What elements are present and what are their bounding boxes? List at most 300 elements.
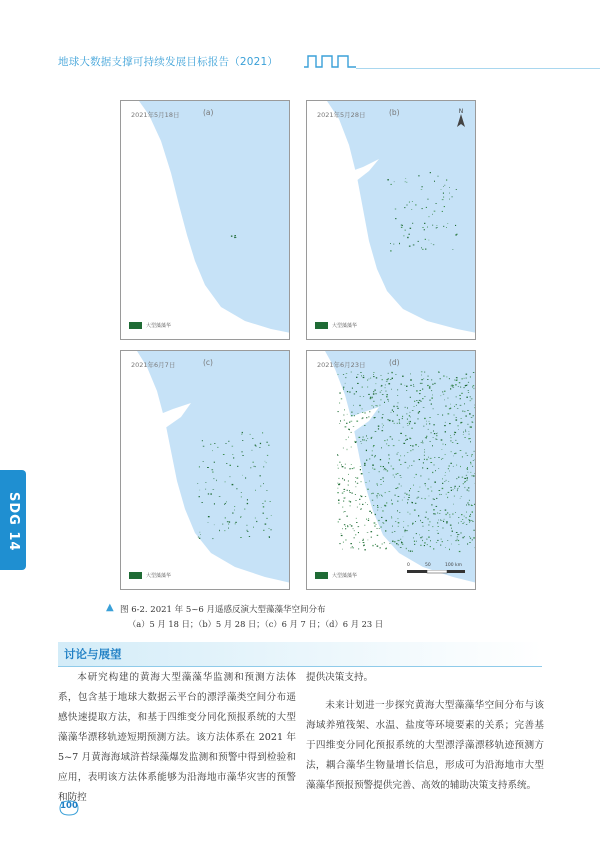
bloom-patch [444,391,445,392]
bloom-patch [441,539,442,540]
bloom-patch [366,450,367,451]
bloom-patch [407,502,408,503]
sdg-side-tab [0,470,26,570]
bloom-patch [270,530,272,531]
bloom-patch [379,548,381,549]
bloom-patch [455,453,456,454]
bloom-patch [395,209,396,210]
bloom-patch [460,398,461,399]
bloom-patch [437,433,438,434]
bloom-patch [374,417,375,418]
bloom-patch [429,421,430,422]
bloom-patch [465,430,466,431]
bloom-patch [455,384,457,385]
bloom-patch [401,486,402,487]
bloom-patch [461,422,463,423]
bloom-patch [456,234,458,235]
bloom-patch [423,426,424,427]
bloom-patch [462,519,463,520]
bloom-patch [464,478,466,479]
section-title: 讨论与展望 [64,647,122,661]
bloom-patch [351,415,352,416]
bloom-patch [267,455,268,456]
bloom-patch [373,401,374,402]
bloom-patch [398,496,400,497]
bloom-patch [416,541,417,542]
bloom-patch [410,551,412,552]
bloom-patch [341,465,342,466]
caption-subtitle: （a）5 月 18 日；（b）5 月 28 日；（c）6 月 7 日；（d）6 月 23 日 [128,619,384,629]
bloom-patch [422,208,423,209]
bloom-patch [421,442,423,443]
bloom-patch [354,415,355,416]
bloom-patch [382,427,383,428]
bloom-patch [369,472,370,473]
bloom-patch [373,393,375,394]
bloom-patch [401,542,403,543]
bloom-patch [437,533,439,534]
bloom-patch [440,545,441,546]
bloom-patch [386,381,388,382]
bloom-patch [378,520,379,521]
bloom-patch [356,391,357,392]
bloom-patch [399,540,400,541]
bloom-patch [430,172,431,173]
bloom-patch [397,423,398,424]
bloom-patch [466,431,467,432]
bloom-patch [420,537,422,538]
bloom-patch [467,489,468,490]
bloom-patch [366,519,367,520]
bloom-patch [268,445,269,446]
bloom-patch [455,432,457,433]
bloom-patch [363,539,364,540]
bloom-patch [467,424,469,425]
bloom-patch [343,448,344,449]
bloom-patch [361,473,363,474]
bloom-patch [414,510,416,511]
bloom-patch [457,539,458,540]
bloom-patch [422,522,424,523]
bloom-patch [449,187,450,188]
bloom-patch [356,522,357,523]
bloom-patch [375,393,377,394]
bloom-patch [468,390,469,391]
bloom-patch [439,494,440,495]
bloom-patch [359,542,360,543]
bloom-patch [416,390,417,391]
bloom-patch [373,374,374,375]
bloom-patch [255,490,256,491]
bloom-patch [466,397,468,398]
bloom-patch [359,405,360,406]
bloom-patch [369,411,370,412]
bloom-patch [382,544,383,545]
bloom-patch [214,525,215,526]
bloom-patch [426,437,427,438]
bloom-patch [418,491,420,492]
bloom-patch [434,211,436,212]
bloom-patch [343,512,344,513]
bloom-patch [432,384,433,385]
bloom-patch [463,537,464,538]
bloom-patch [441,439,443,440]
bloom-patch [343,387,344,388]
paragraph: 未来计划进一步探究黄海大型藻藻华空间分布与该海域养殖筏架、水温、盐度等环境要素的关系；完善基于四维变分同化预报系统的大型漂浮藻漂移轨迹预测方法，耦合藻华生物量增长信息，形成可为沿海地市大型藻藻华预报预警提供完善、高效的辅助决策支持系统。 [306,700,544,791]
bloom-patch [450,388,451,389]
bloom-patch [448,468,449,469]
bloom-patch [453,466,454,467]
bloom-patch [451,528,452,529]
bloom-patch [363,437,364,438]
bloom-patch [456,417,457,418]
bloom-patch [371,537,372,538]
bloom-patch [231,236,233,237]
bloom-patch [379,495,380,496]
bloom-patch [359,437,361,438]
bloom-patch [340,420,341,421]
bloom-patch [401,384,402,385]
bloom-patch [456,532,458,533]
bloom-patch [339,393,341,394]
bloom-patch [394,531,395,532]
bloom-patch [428,525,429,526]
bloom-patch [433,424,435,425]
bloom-patch [458,488,459,489]
bloom-patch [457,488,458,489]
bloom-patch [405,531,406,532]
bloom-patch [382,385,383,386]
bloom-patch [348,485,349,486]
bloom-patch [392,532,393,533]
bloom-patch [463,378,464,379]
bloom-patch [388,445,390,446]
bloom-patch [351,432,352,433]
bloom-patch [470,397,471,398]
bloom-patch [453,385,454,386]
bloom-patch [433,509,435,510]
bloom-patch [338,503,340,504]
bloom-patch [251,467,252,468]
bloom-patch [346,539,347,540]
bloom-patch [252,450,253,451]
bloom-patch [392,410,393,411]
bloom-patch [212,472,214,473]
bloom-patch [465,487,466,488]
bloom-patch [434,465,435,466]
bloom-patch [373,445,375,446]
bloom-patch [225,503,226,504]
bloom-patch [241,492,242,493]
bloom-patch [446,494,447,495]
bloom-patch [404,455,405,456]
bloom-patch [414,406,415,407]
bloom-patch [471,399,473,400]
bloom-patch [337,492,338,493]
bloom-patch [392,503,393,504]
bloom-patch [205,489,206,490]
bloom-patch [441,520,442,521]
bloom-patch [424,396,426,397]
bloom-patch [469,536,470,537]
bloom-patch [394,182,395,183]
bloom-patch [420,545,422,546]
bloom-patch [407,512,408,513]
bloom-patch [442,483,443,484]
map-legend [129,322,171,329]
bloom-patch [460,466,461,467]
bloom-patch [443,521,444,522]
bloom-patch [428,376,429,377]
bloom-patch [455,512,456,513]
bloom-patch [373,372,375,373]
bloom-patch [436,227,437,228]
bloom-patch [390,436,392,437]
bloom-patch [431,243,432,244]
bloom-patch [436,542,437,543]
bloom-patch [413,245,415,246]
bloom-patch [387,179,389,180]
bloom-patch [207,467,209,468]
bloom-swatch [315,322,328,329]
bloom-patch [354,441,355,442]
bloom-patch [434,499,435,500]
bloom-patch [426,207,427,208]
bloom-patch [452,442,454,443]
bloom-patch [472,539,473,540]
bloom-patch [371,455,373,456]
bloom-patch [457,534,458,535]
bloom-patch [466,504,467,505]
bloom-patch [337,488,338,489]
bloom-patch [439,513,441,514]
bloom-patch [255,518,256,519]
bloom-patch [214,443,216,444]
bloom-patch [461,418,462,419]
bloom-patch [368,394,370,395]
bloom-patch [472,511,473,512]
bloom-patch [347,526,348,527]
bloom-patch [355,477,356,478]
bloom-patch [421,383,423,384]
bloom-patch [471,463,472,464]
bloom-patch [458,522,459,523]
bloom-patch [363,543,364,544]
bloom-patch [447,512,448,513]
bloom-patch [411,428,412,429]
bloom-patch [345,526,346,527]
bloom-patch [266,490,267,491]
bloom-patch [446,227,447,228]
bloom-patch [458,425,459,426]
bloom-patch [199,538,200,539]
bloom-patch [450,435,451,436]
bloom-patch [454,486,456,487]
section-rule [58,666,542,667]
bloom-patch [342,478,343,479]
bloom-patch [393,406,394,407]
bloom-patch [403,427,404,428]
map-a [121,101,290,340]
scale-bar [407,563,467,577]
bloom-patch [417,419,418,420]
bloom-patch [388,373,389,374]
bloom-patch [394,423,395,424]
map-panel-c [120,350,290,590]
bloom-patch [456,189,457,190]
bloom-patch [377,493,378,494]
bloom-patch [389,420,391,421]
bloom-patch [454,406,455,407]
bloom-patch [459,486,460,487]
bloom-patch [392,420,393,421]
bloom-patch [467,469,468,470]
bloom-patch [388,383,390,384]
bloom-patch [405,178,406,179]
bloom-patch [443,444,444,445]
bloom-patch [352,546,353,547]
bloom-patch [349,492,351,493]
bloom-patch [456,465,457,466]
bloom-patch [198,537,199,538]
bloom-patch [386,443,387,444]
bloom-patch [357,374,358,375]
bloom-patch [384,542,385,543]
bloom-patch [372,493,373,494]
bloom-patch [412,465,413,466]
bloom-patch [415,521,416,522]
bloom-patch [199,490,200,491]
bloom-patch [433,438,434,439]
bloom-patch [219,530,220,531]
bloom-patch [449,465,450,466]
bloom-patch [458,429,459,430]
bloom-patch [351,547,352,548]
bloom-patch [410,374,411,375]
bloom-patch [356,486,357,487]
bloom-patch [381,375,382,376]
bloom-patch [414,401,415,402]
bloom-patch [371,512,372,513]
bloom-patch [413,485,414,486]
bloom-patch [472,475,473,476]
bloom-patch [393,475,394,476]
bloom-patch [442,211,443,212]
bloom-patch [382,414,384,415]
bloom-patch [412,410,414,411]
bloom-patch [374,390,376,391]
bloom-patch [345,383,346,384]
bloom-patch [409,495,410,496]
bloom-patch [346,439,347,440]
bloom-patch [368,540,369,541]
bloom-patch [456,397,457,398]
bloom-patch [429,386,430,387]
bloom-patch [447,540,448,541]
bloom-patch [255,466,256,467]
bloom-patch [343,388,344,389]
bloom-patch [345,498,346,499]
bloom-patch [422,398,423,399]
bloom-patch [367,504,368,505]
bloom-patch [468,382,469,383]
bloom-patch [386,396,388,397]
bloom-patch [216,480,217,481]
bloom-patch [380,405,381,406]
sdg-tab-label: SDG 14 [6,492,21,552]
bloom-patch [421,401,422,402]
bloom-patch [367,386,368,387]
bloom-patch [199,496,201,497]
bloom-patch [234,506,235,507]
bloom-patch [247,503,248,504]
bloom-patch [425,483,426,484]
bloom-patch [225,482,226,483]
bloom-patch [337,455,338,456]
bloom-patch [430,441,431,442]
bloom-patch [462,523,463,524]
bloom-patch [269,536,270,537]
bloom-patch [390,379,392,380]
bloom-patch [473,475,475,476]
bloom-patch [449,199,450,200]
bloom-patch [202,440,203,441]
bloom-patch [369,416,370,417]
bloom-patch [259,475,261,476]
bloom-patch [429,496,430,497]
bloom-patch [385,391,386,392]
bloom-patch [351,447,352,448]
bloom-patch [402,500,403,501]
bloom-patch [412,223,413,224]
bloom-patch [364,545,365,546]
bloom-patch [424,455,425,456]
bloom-patch [347,449,348,450]
bloom-patch [443,186,444,187]
bloom-patch [440,378,441,379]
bloom-patch [464,411,465,412]
bloom-patch [369,481,370,482]
bloom-patch [371,493,372,494]
bloom-patch [344,468,345,469]
bloom-patch [385,492,386,493]
bloom-patch [425,517,427,518]
bloom-patch [411,450,412,451]
bloom-patch [210,444,211,445]
bloom-patch [456,379,458,380]
bloom-patch [410,385,412,386]
bloom-patch [441,494,442,495]
bloom-patch [339,462,340,463]
bloom-patch [451,386,452,387]
bloom-patch [379,529,380,530]
bloom-patch [453,415,454,416]
bloom-patch [343,542,344,543]
bloom-patch [375,417,376,418]
bloom-patch [438,468,439,469]
bloom-patch [411,502,412,503]
bloom-patch [414,423,416,424]
bloom-patch [353,427,354,428]
bloom-patch [427,519,429,520]
bloom-patch [422,389,423,390]
bloom-patch [425,239,426,240]
bloom-patch [475,405,476,406]
bloom-patch [351,412,352,413]
bloom-patch [427,544,428,545]
bloom-patch [421,190,423,191]
bloom-patch [472,386,473,387]
